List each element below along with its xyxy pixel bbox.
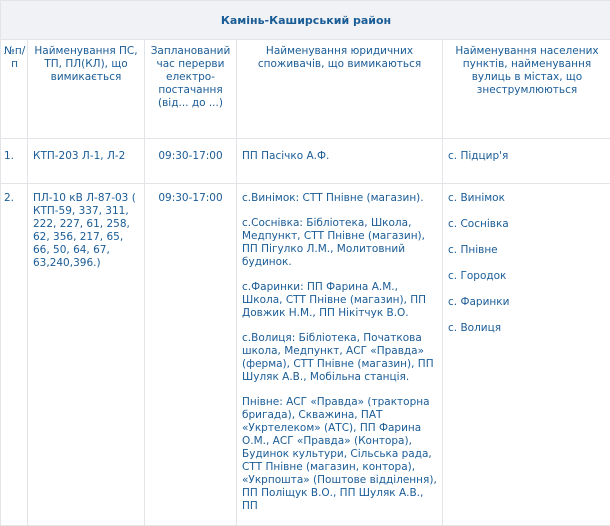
row-num: 1. [1, 139, 27, 163]
locality-item: с. Винімок [448, 192, 606, 205]
table-row [1, 184, 610, 526]
row-consumers-cell [237, 139, 443, 184]
locality-item: с. Підцир'я [448, 150, 606, 163]
locality-item: с. Волиця [448, 322, 606, 335]
table-row [1, 139, 610, 184]
locality-item: с. Соснівка [448, 218, 606, 231]
header-line: Найменування ПС, ТП, ПЛ(КЛ), що вимикається [28, 40, 144, 84]
consumer-paragraph: Пнівне: АСГ «Правда» (тракторна бригада), Скважина, ПАТ «Укртелеком» (АТС), ПП Фарина О.М., АСГ «Правда» (Контора), Будинок культури, Сільська рада, СТТ Пнівне (магазин, контора), «Укрпошта» (Поштове відділення), ПП Поліщук В.О., ПП Шуляк А.В., ПП [242, 396, 437, 513]
row-time: 09:30-17:00 [145, 184, 236, 205]
locality-item: с. Пнівне [448, 244, 606, 257]
consumer-paragraph: с.Волиця: Бібліотека, Початкова школа, Медпункт, АСГ «Правда» (ферма), СТТ Пнівне (магазин), ПП Шуляк А.В., Мобільна станція. [242, 332, 437, 384]
consumer-paragraph: с.Винімок: СТТ Пнівне (магазин). [242, 192, 437, 205]
locality-item: с. Фаринки [448, 296, 606, 309]
header-time-cell [145, 40, 237, 139]
row-time-cell [145, 184, 237, 526]
row-line: ПЛ-10 кВ Л-87-03 ( КТП-59, 337, 311, 222, 227, 61, 258, 62, 356, 217, 65, 66, 50, 64, 67, 63,240,396.) [28, 184, 144, 270]
row-time-cell [145, 139, 237, 184]
header-consumers: Найменування юридичних споживачів, що вимикаються [237, 40, 442, 71]
row-line: КТП-203 Л-1, Л-2 [28, 139, 144, 163]
row-line-cell [28, 139, 145, 184]
row-line-cell [28, 184, 145, 526]
locality-item: с. Городок [448, 270, 606, 283]
row-num-cell [1, 139, 28, 184]
district-title-row [1, 1, 610, 40]
header-line-cell [28, 40, 145, 139]
consumer-paragraph: с.Соснівка: Бібліотека, Школа, Медпункт, СТТ Пнівне (магазин), ПП Пігулко Л.М., Молитовний будинок. [242, 217, 437, 269]
header-consumers-cell [237, 40, 443, 139]
row-localities-cell [443, 139, 610, 184]
header-num-cell [1, 40, 28, 139]
row-localities-cell [443, 184, 610, 526]
district-title: Камінь-Каширський район [1, 1, 610, 40]
table-header-row [1, 40, 610, 139]
row-time: 09:30-17:00 [145, 139, 236, 163]
row-num-cell [1, 184, 28, 526]
header-num: №п/п [1, 40, 27, 71]
consumer-paragraph: ПП Пасічко А.Ф. [242, 150, 437, 163]
header-time: Запланований час перерви електро-постачання (від... до ...) [145, 40, 236, 110]
consumer-paragraph: с.Фаринки: ПП Фарина А.М., Школа, СТТ Пнівне (магазин), ПП Довжик Н.М., ПП Нікітчук В.О. [242, 281, 437, 320]
header-localities: Найменування населених пунктів, найменування вулиць в містах, що знеструмлюються [443, 40, 610, 97]
row-consumers-cell [237, 184, 443, 526]
row-num: 2. [1, 184, 27, 205]
header-localities-cell [443, 40, 610, 139]
